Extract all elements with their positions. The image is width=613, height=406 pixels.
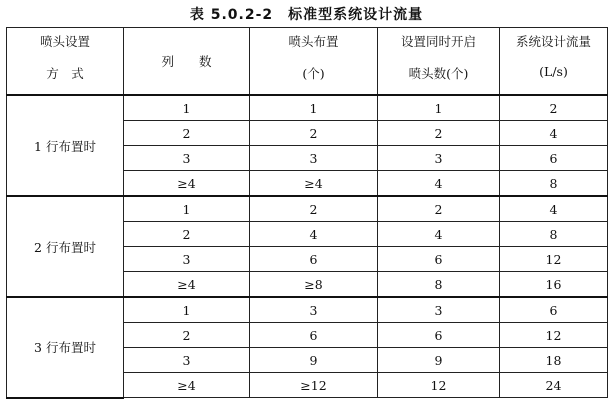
cell-flow: 6	[500, 297, 608, 323]
cell-open: 2	[378, 121, 500, 146]
cell-flow: 8	[500, 171, 608, 197]
cell-nozzles: 4	[250, 222, 378, 247]
header-open-nozzles-unit: 喷头数(个)	[378, 64, 500, 95]
table-row	[7, 95, 608, 121]
cell-nozzles: 1	[250, 95, 378, 121]
cell-columns: 1	[124, 95, 250, 121]
cell-flow: 6	[500, 146, 608, 171]
header-setting-method-line2: 方 式	[7, 64, 124, 95]
cell-flow: 2	[500, 95, 608, 121]
cell-open: 6	[378, 247, 500, 272]
cell-open: 1	[378, 95, 500, 121]
cell-flow: 18	[500, 348, 608, 373]
cell-columns: ≥4	[124, 171, 250, 197]
cell-columns: ≥4	[124, 373, 250, 398]
cell-nozzles: ≥12	[250, 373, 378, 398]
cell-flow: 12	[500, 247, 608, 272]
cell-columns: 1	[124, 297, 250, 323]
table-caption: 表 5.0.2-2 标准型系统设计流量	[189, 7, 424, 23]
cell-flow: 8	[500, 222, 608, 247]
cell-open: 12	[378, 373, 500, 398]
header-design-flow-unit: (L/s)	[500, 64, 608, 95]
design-flow-table	[6, 27, 608, 399]
cell-columns: 2	[124, 222, 250, 247]
header-columns: 列 数	[124, 28, 250, 96]
cell-nozzles: 3	[250, 297, 378, 323]
group-label: 2 行布置时	[7, 196, 124, 297]
cell-columns: ≥4	[124, 272, 250, 298]
cell-nozzles: ≥4	[250, 171, 378, 197]
group-label: 3 行布置时	[7, 297, 124, 398]
cell-columns: 3	[124, 146, 250, 171]
cell-nozzles: 9	[250, 348, 378, 373]
cell-open: 4	[378, 171, 500, 197]
cell-open: 9	[378, 348, 500, 373]
cell-open: 8	[378, 272, 500, 298]
cell-nozzles: 2	[250, 196, 378, 222]
cell-flow: 24	[500, 373, 608, 398]
header-nozzle-layout-unit: (个)	[250, 64, 378, 95]
cell-columns: 2	[124, 323, 250, 348]
table-row	[7, 297, 608, 323]
cell-flow: 4	[500, 196, 608, 222]
cell-columns: 3	[124, 348, 250, 373]
cell-columns: 2	[124, 121, 250, 146]
header-design-flow: 系统设计流量	[500, 28, 608, 65]
cell-open: 2	[378, 196, 500, 222]
cell-columns: 1	[124, 196, 250, 222]
cell-nozzles: 3	[250, 146, 378, 171]
cell-nozzles: 2	[250, 121, 378, 146]
cell-open: 4	[378, 222, 500, 247]
cell-flow: 16	[500, 272, 608, 298]
cell-open: 3	[378, 146, 500, 171]
group-label: 1 行布置时	[7, 95, 124, 196]
cell-open: 6	[378, 323, 500, 348]
header-nozzle-layout: 喷头布置	[250, 28, 378, 65]
header-setting-method: 喷头设置	[7, 28, 124, 65]
cell-flow: 4	[500, 121, 608, 146]
table-row	[7, 196, 608, 222]
cell-flow: 12	[500, 323, 608, 348]
cell-open: 3	[378, 297, 500, 323]
cell-nozzles: ≥8	[250, 272, 378, 298]
cell-columns: 3	[124, 247, 250, 272]
cell-nozzles: 6	[250, 323, 378, 348]
table-header	[7, 28, 608, 96]
cell-nozzles: 6	[250, 247, 378, 272]
table-body	[7, 95, 608, 398]
header-open-nozzles: 设置同时开启	[378, 28, 500, 65]
